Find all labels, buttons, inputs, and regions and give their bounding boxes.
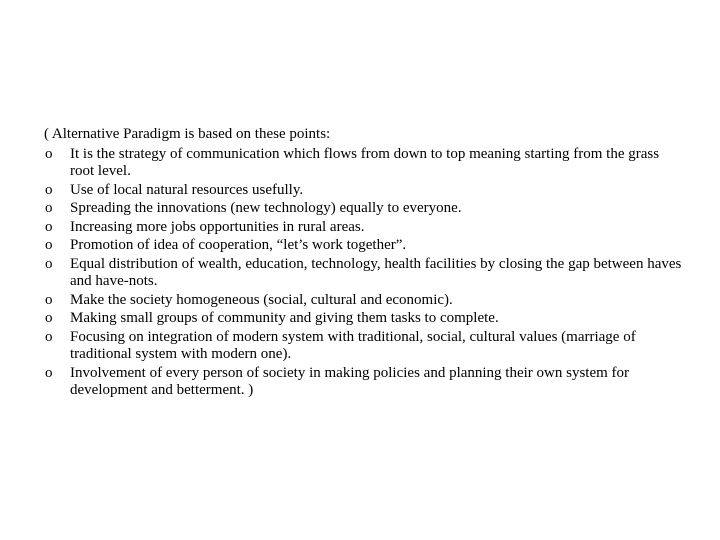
bullet-marker: o [45, 255, 53, 272]
list-item-text: Make the society homogeneous (social, cultural and economic). [70, 291, 453, 308]
points-list [44, 146, 684, 400]
list-item-text: Use of local natural resources usefully. [70, 181, 304, 198]
bullet-marker: o [45, 291, 53, 308]
list-item-text: Involvement of every person of society in making policies and planning their own system for development and betterment. ) [70, 364, 630, 398]
list-item [44, 146, 684, 181]
list-item [44, 365, 684, 400]
list-item-text: It is the strategy of communication which flows from down to top meaning starting from the grass root level. [70, 145, 660, 179]
text-block [44, 126, 684, 401]
list-item [44, 219, 684, 237]
bullet-marker: o [45, 364, 53, 381]
bullet-marker: o [45, 218, 53, 235]
list-item-text: Making small groups of community and giving them tasks to complete. [70, 310, 499, 326]
bullet-marker: o [45, 237, 53, 253]
list-item [44, 256, 684, 291]
list-item-text: Equal distribution of wealth, education, technology, health facilities by closing the gap between haves and have-nots. [70, 255, 682, 289]
list-item-text: Promotion of idea of cooperation, “let’s work together”. [70, 237, 407, 253]
intro-heading: ( Alternative Paradigm is based on these points: [44, 126, 331, 142]
list-item [44, 237, 684, 255]
bullet-marker: o [45, 328, 53, 345]
list-item [44, 292, 684, 310]
list-item-text: Spreading the innovations (new technology) equally to everyone. [70, 200, 462, 216]
bullet-marker: o [45, 200, 53, 216]
list-item [44, 329, 684, 364]
bullet-marker: o [45, 181, 53, 198]
list-item-text: Focusing on integration of modern system with traditional, social, cultural values (marriage of traditional system with modern one). [70, 328, 636, 362]
list-item-text: Increasing more jobs opportunities in rural areas. [70, 218, 365, 235]
bullet-marker: o [45, 310, 53, 326]
list-item [44, 182, 684, 200]
bullet-marker: o [45, 145, 53, 162]
list-item [44, 200, 684, 218]
list-item [44, 310, 684, 328]
